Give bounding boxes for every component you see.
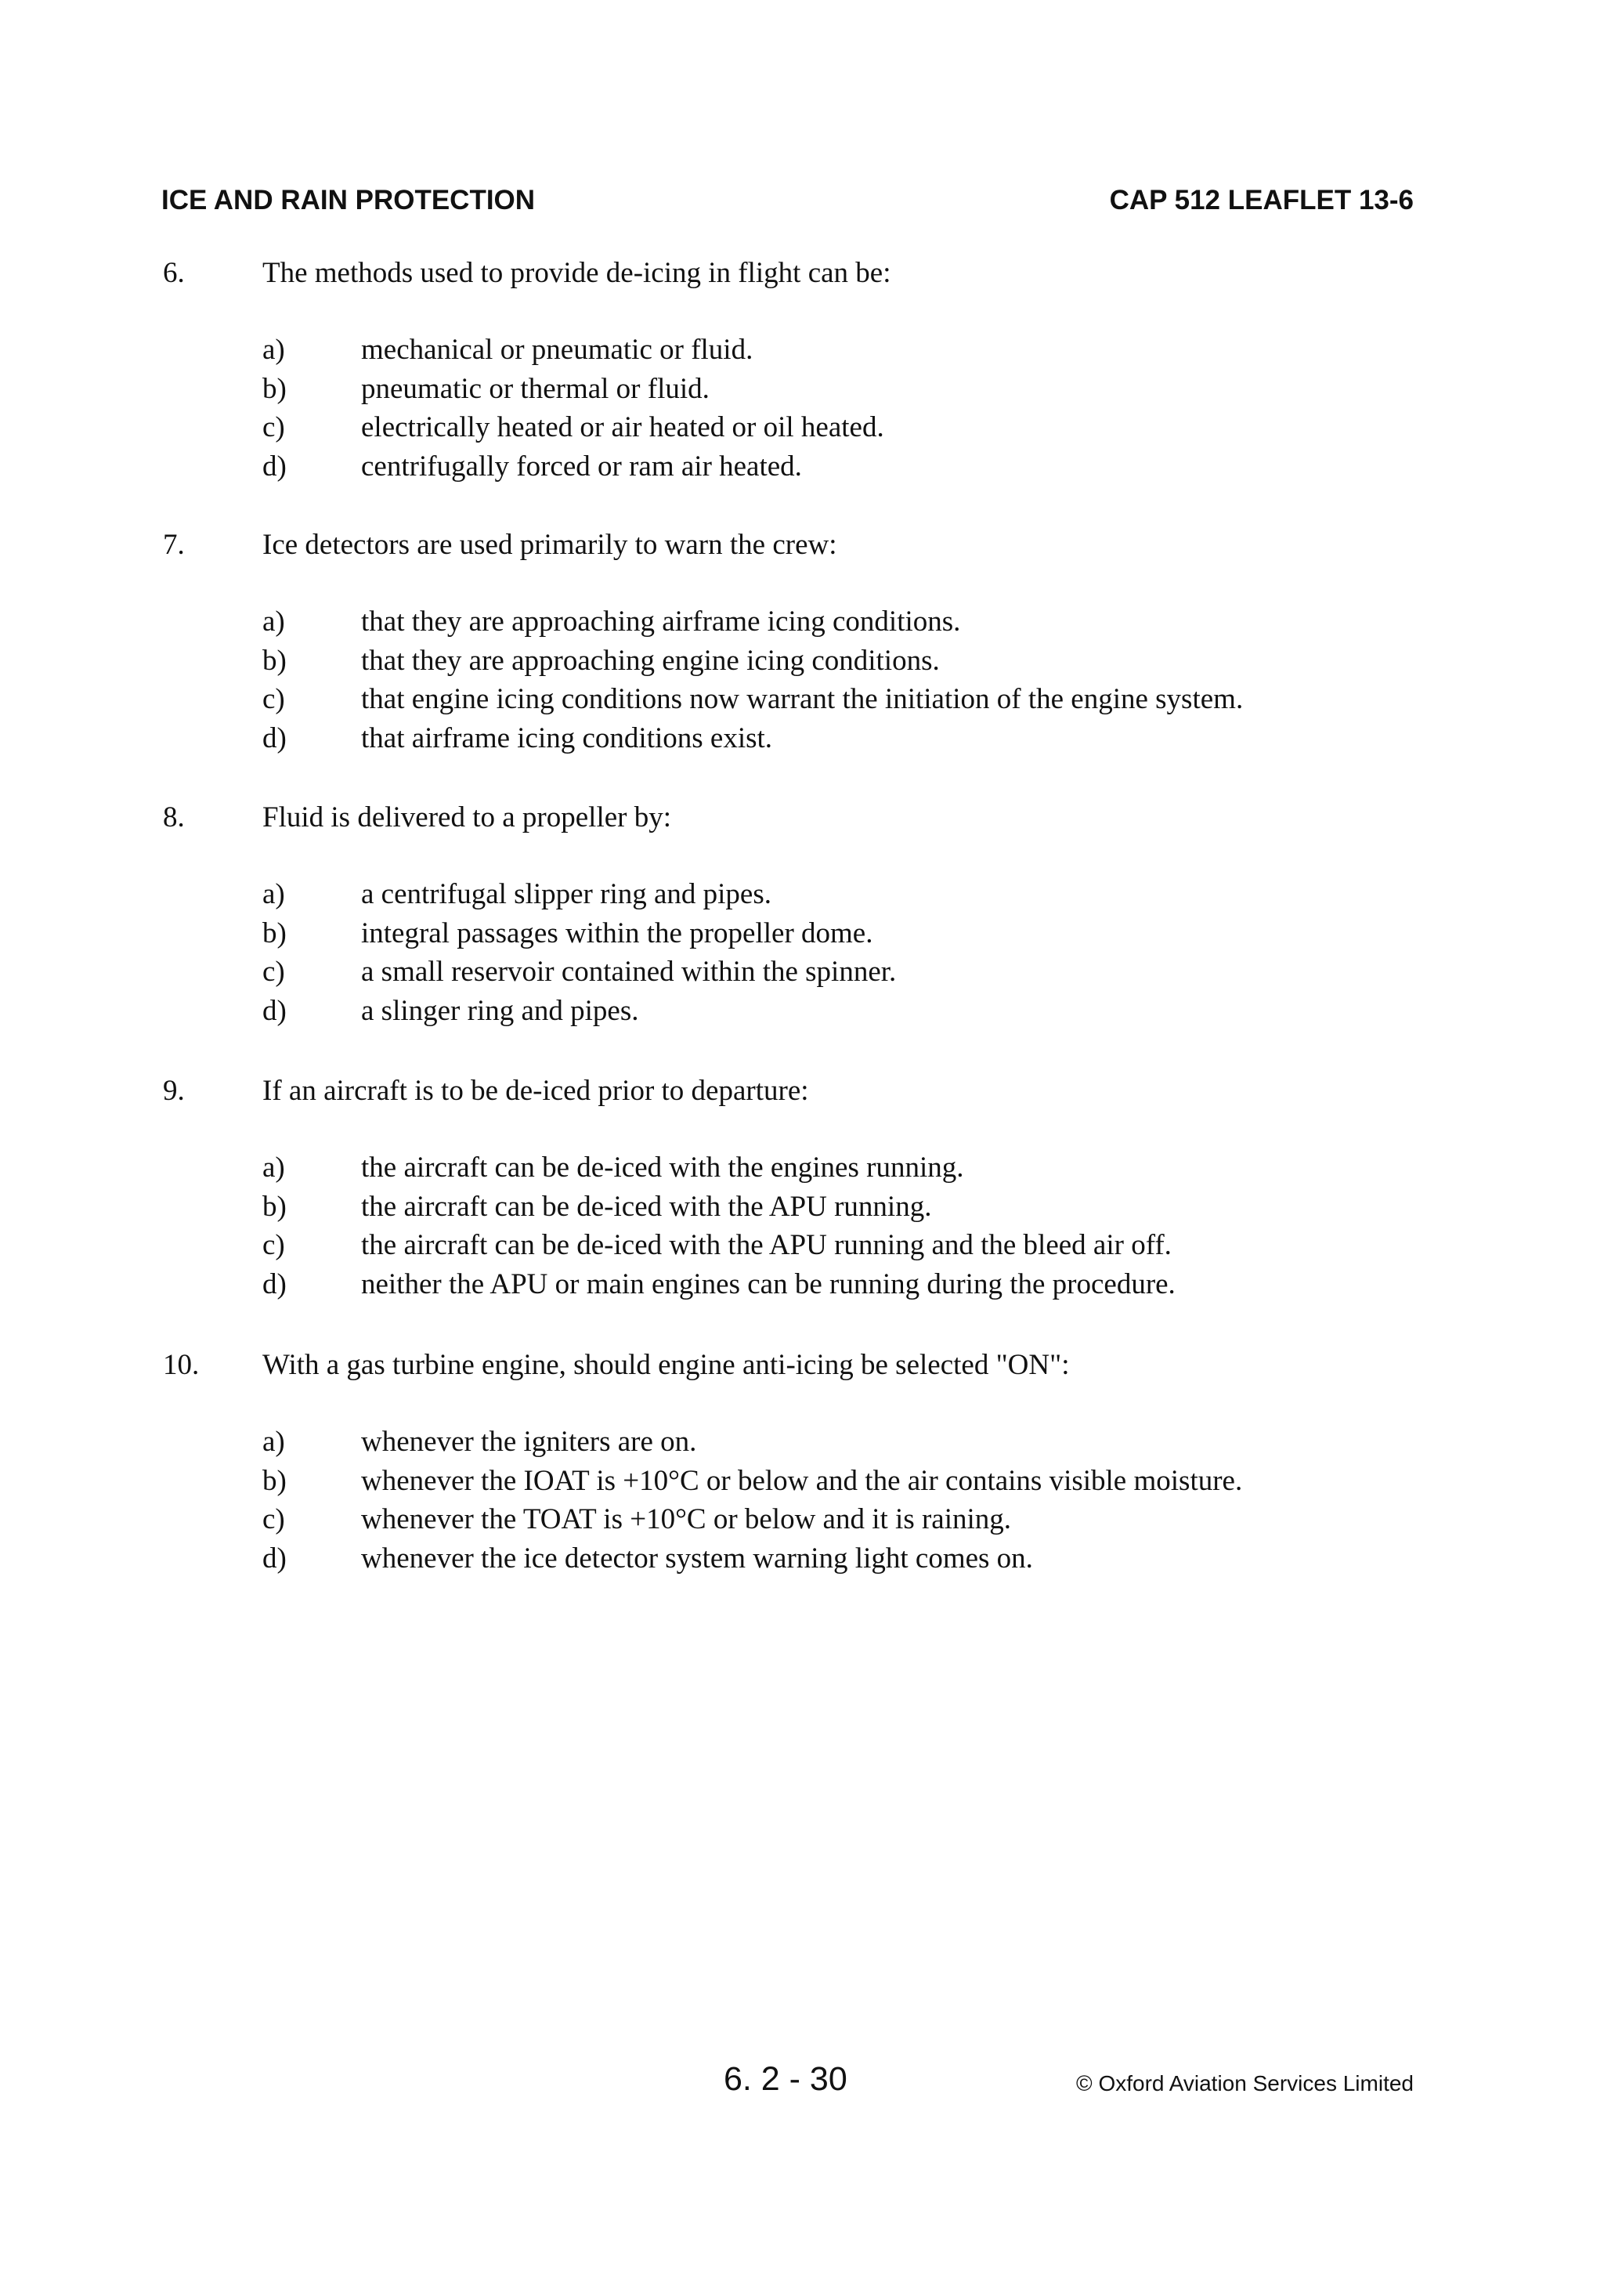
option-c	[0, 1500, 1604, 1539]
option-text: a centrifugal slipper ring and pipes.	[361, 878, 771, 910]
option-letter: d)	[262, 994, 287, 1027]
option-b	[0, 914, 1604, 953]
option-letter: d)	[262, 1267, 287, 1300]
option-d	[0, 719, 1604, 758]
option-letter: a)	[262, 878, 285, 910]
option-list	[0, 602, 1604, 757]
option-letter: a)	[262, 1426, 285, 1458]
option-text: a small reservoir contained within the spinner.	[361, 956, 897, 988]
option-c	[0, 408, 1604, 447]
option-text: centrifugally forced or ram air heated.	[361, 450, 802, 483]
question-number: 8.	[163, 801, 185, 833]
option-text: mechanical or pneumatic or fluid.	[361, 334, 753, 366]
question-stem: With a gas turbine engine, should engine anti-icing be selected "ON":	[262, 1349, 1070, 1381]
option-text: that they are approaching airframe icing conditions.	[361, 606, 961, 638]
question-number: 6.	[163, 257, 185, 289]
option-list	[0, 1423, 1604, 1578]
option-d	[0, 992, 1604, 1031]
option-list	[0, 331, 1604, 486]
option-text: electrically heated or air heated or oil heated.	[361, 411, 884, 443]
option-text: whenever the ice detector system warning light comes on.	[361, 1542, 1033, 1575]
option-letter: a)	[262, 334, 285, 366]
option-b	[0, 642, 1604, 681]
option-c	[0, 953, 1604, 992]
document-reference: CAP 512 LEAFLET 13-6	[1109, 185, 1414, 215]
option-text: pneumatic or thermal or fluid.	[361, 372, 710, 405]
option-text: integral passages within the propeller dome.	[361, 917, 873, 949]
option-text: a slinger ring and pipes.	[361, 994, 639, 1027]
question-number: 9.	[163, 1075, 185, 1107]
option-letter: d)	[262, 1542, 287, 1575]
option-letter: d)	[262, 721, 287, 754]
option-letter: b)	[262, 917, 287, 949]
option-letter: b)	[262, 644, 287, 677]
option-letter: b)	[262, 1464, 287, 1497]
option-text: that they are approaching engine icing conditions.	[361, 644, 940, 677]
option-letter: c)	[262, 411, 285, 443]
option-list	[0, 875, 1604, 1030]
option-c	[0, 1226, 1604, 1265]
option-text: the aircraft can be de-iced with the APU running.	[361, 1190, 932, 1223]
option-letter: c)	[262, 1229, 285, 1261]
option-b	[0, 1188, 1604, 1227]
question-stem: Fluid is delivered to a propeller by:	[262, 801, 671, 833]
copyright-notice: © Oxford Aviation Services Limited	[1076, 2071, 1414, 2095]
page-number: 6. 2 - 30	[724, 2060, 847, 2098]
option-d	[0, 1539, 1604, 1578]
question-stem: The methods used to provide de-icing in flight can be:	[262, 257, 891, 289]
option-c	[0, 680, 1604, 719]
option-letter: c)	[262, 956, 285, 988]
option-text: neither the APU or main engines can be running during the procedure.	[361, 1267, 1176, 1300]
option-a	[0, 602, 1604, 642]
option-letter: a)	[262, 1152, 285, 1184]
question-number: 7.	[163, 529, 185, 561]
option-text: that engine icing conditions now warrant the initiation of the engine system.	[361, 683, 1244, 715]
question-stem: If an aircraft is to be de-iced prior to departure:	[262, 1075, 809, 1107]
option-text: the aircraft can be de-iced with the APU running and the bleed air off.	[361, 1229, 1172, 1261]
option-a	[0, 875, 1604, 914]
option-text: that airframe icing conditions exist.	[361, 721, 773, 754]
option-text: whenever the igniters are on.	[361, 1426, 697, 1458]
option-text: whenever the IOAT is +10°C or below and the air contains visible moisture.	[361, 1464, 1243, 1497]
option-a	[0, 331, 1604, 370]
question-number: 10.	[163, 1349, 200, 1381]
option-b	[0, 370, 1604, 409]
option-d	[0, 447, 1604, 486]
option-letter: a)	[262, 606, 285, 638]
option-letter: b)	[262, 1190, 287, 1223]
option-d	[0, 1265, 1604, 1304]
option-a	[0, 1423, 1604, 1462]
option-list	[0, 1148, 1604, 1303]
option-letter: d)	[262, 450, 287, 483]
option-text: the aircraft can be de-iced with the engines running.	[361, 1152, 964, 1184]
option-a	[0, 1148, 1604, 1188]
option-text: whenever the TOAT is +10°C or below and it is raining.	[361, 1503, 1012, 1535]
question-stem: Ice detectors are used primarily to warn the crew:	[262, 529, 837, 561]
option-letter: c)	[262, 1503, 285, 1535]
option-letter: b)	[262, 372, 287, 405]
option-b	[0, 1462, 1604, 1501]
option-letter: c)	[262, 683, 285, 715]
section-title: ICE AND RAIN PROTECTION	[161, 185, 536, 215]
